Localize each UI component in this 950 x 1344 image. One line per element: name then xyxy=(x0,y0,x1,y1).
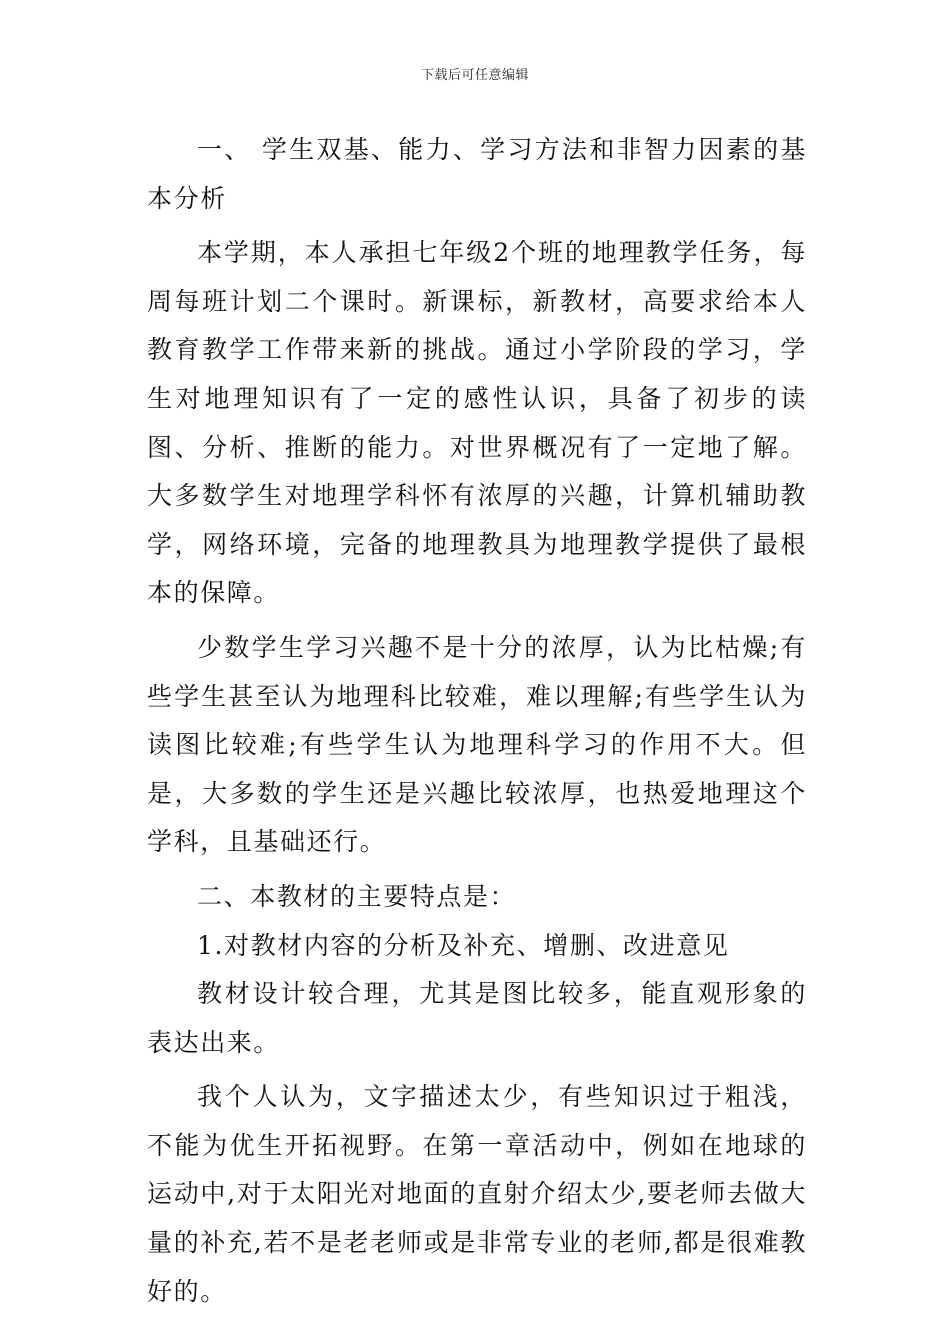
document-body xyxy=(147,126,807,1316)
paragraph: 我个人认为，文字描述太少，有些知识过于粗浅，不能为优生开拓视野。在第一章活动中，例如在地球的运动中,对于太阳光对地面的直射介绍太少,要老师去做大量的补充,若不是老老师或是非常专业的老师,都是很难教好的。 xyxy=(147,1082,807,1306)
paragraph: 少数学生学习兴趣不是十分的浓厚，认为比枯燥;有些学生甚至认为地理科比较难，难以理解;有些学生认为读图比较难;有些学生认为地理科学习的作用不大。但是，大多数的学生还是兴趣比较浓厚，也热爱地理这个学科，且基础还行。 xyxy=(147,632,807,857)
subsection-heading: 1.对教材内容的分析及补充、增删、改进意见 xyxy=(197,930,730,960)
paragraph: 本学期，本人承担七年级2个班的地理教学任务，每周每班计划二个课时。新课标，新教材，高要求给本人教育教学工作带来新的挑战。通过小学阶段的学习，学生对地理知识有了一定的感性认识，具备了初步的读图、分析、推断的能力。对世界概况有了一定地了解。大多数学生对地理学科怀有浓厚的兴趣，计算机辅助教学，网络环境，完备的地理教具为地理教学提供了最根本的保障。 xyxy=(147,238,807,608)
section-heading-1: 一、 学生双基、能力、学习方法和非智力因素的基本分析 xyxy=(147,135,807,213)
section-heading-2: 二、本教材的主要特点是： xyxy=(197,881,517,911)
paragraph: 教材设计较合理，尤其是图比较多，能直观形象的表达出来。 xyxy=(147,979,807,1057)
page-header: 下载后可任意编辑 xyxy=(420,68,529,83)
